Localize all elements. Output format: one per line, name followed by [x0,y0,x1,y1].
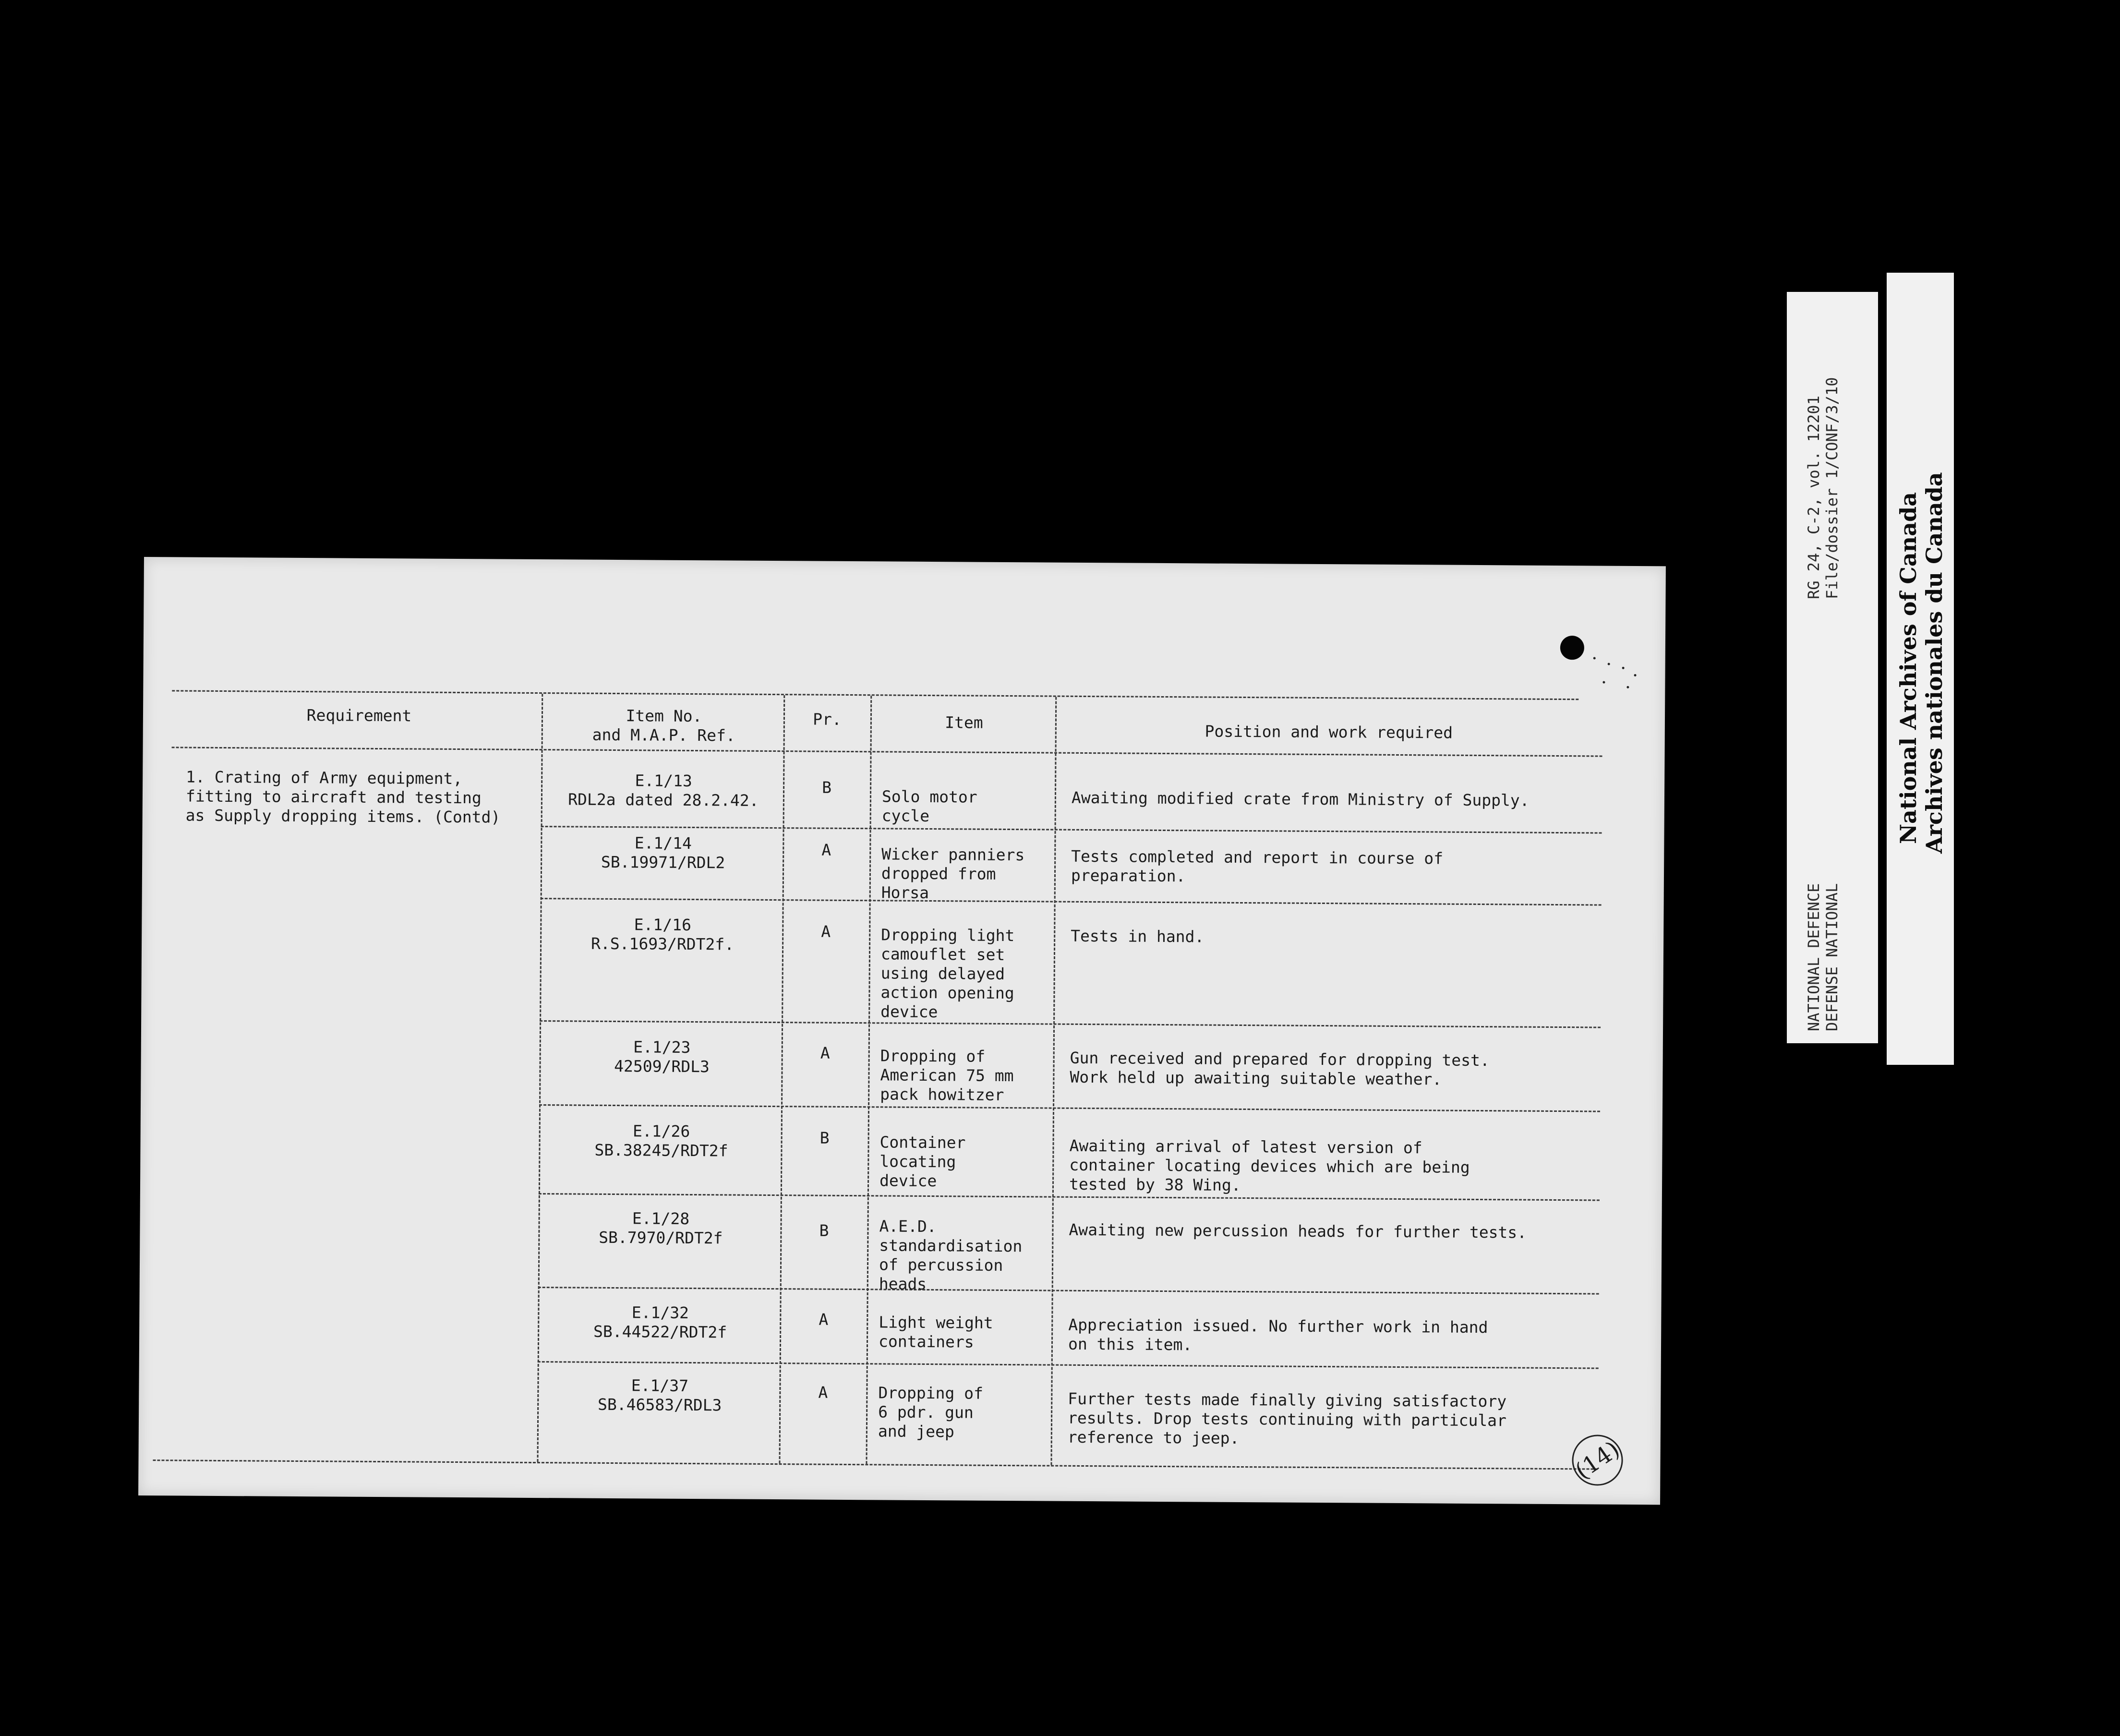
item-cell: A.E.D. standardisation of percussion heads [879,1217,1023,1293]
position-cell: Awaiting new percussion heads for further tests. [1069,1220,1527,1242]
table-top-rule [172,690,1578,700]
page-number-mark: (14) [1562,1425,1633,1495]
item-cell: Dropping of American 75 mm pack howitzer [880,1046,1014,1104]
archive-stamp-label [1887,273,1954,1065]
item-no-cell: E.1/28 SB.7970/RDT2f [599,1209,723,1248]
position-cell: Gun received and prepared for dropping test. Work held up awaiting suitable weather. [1070,1048,1490,1089]
row-rule-7 [538,1361,1599,1369]
header-item: Item [945,713,983,732]
archive-reference-line-3: NATIONAL DEFENCE [1805,883,1823,1031]
col-divider-4 [1050,697,1057,1465]
row-rule-4 [539,1104,1600,1112]
row-rule-3 [540,1020,1601,1028]
requirement-text: 1. Crating of Army equipment, fitting to aircraft and testing as Supply dropping items. (Contd) [185,767,501,827]
header-position: Position and work required [1205,722,1453,742]
position-cell: Awaiting arrival of latest version of container locating devices which are being tested by 38 Wing. [1069,1136,1470,1194]
position-cell: Tests in hand. [1071,926,1205,946]
archive-stamp-line-1: National Archives of Canada [1895,492,1921,844]
archive-reference-label [1787,292,1878,1043]
priority-cell: B [819,1221,829,1240]
row-rule-2 [541,898,1602,906]
item-cell: Wicker panniers dropped from Horsa [881,844,1025,903]
header-item-no: Item No. and M.A.P. Ref. [592,706,735,745]
item-cell: Light weight containers [878,1313,993,1351]
priority-cell: B [822,778,832,797]
position-cell: Appreciation issued. No further work in hand on this item. [1068,1315,1488,1354]
item-cell: Container locating device [879,1133,966,1191]
position-cell: Awaiting modified crate from Ministry of Supply. [1071,788,1530,810]
table-bottom-rule [153,1459,1598,1470]
item-no-cell: E.1/13 RDL2a dated 28.2.42. [568,771,759,810]
paper-specks [1588,652,1646,696]
priority-cell: A [821,840,831,859]
header-priority: Pr. [813,710,842,729]
priority-cell: B [819,1128,830,1147]
row-rule-1 [541,826,1602,834]
document-card [138,557,1666,1505]
position-cell: Tests completed and report in course of preparation. [1071,846,1444,886]
position-cell: Further tests made finally giving satisfactory results. Drop tests continuing with particular reference to jeep. [1067,1389,1507,1447]
punch-hole [1560,636,1584,660]
item-cell: Dropping light camouflet set using delayed action opening device [880,925,1015,1022]
archive-reference-line-1: RG 24, C-2, vol. 12201 [1805,396,1823,599]
priority-cell: A [820,1043,830,1062]
col-divider-2 [779,695,785,1463]
item-no-cell: E.1/23 42509/RDL3 [614,1037,710,1076]
item-cell: Solo motor cycle [881,787,977,826]
priority-cell: A [819,1310,829,1329]
header-bottom-rule [172,747,1602,757]
item-cell: Dropping of 6 pdr. gun and jeep [878,1383,984,1441]
item-no-cell: E.1/16 R.S.1693/RDT2f. [590,915,735,954]
archive-reference-line-2: File/dossier 1/CONF/3/10 [1823,377,1841,599]
item-no-cell: E.1/26 SB.38245/RDT2f [594,1121,728,1160]
header-requirement: Requirement [306,706,412,725]
item-no-cell: E.1/14 SB.19971/RDL2 [601,833,725,872]
col-divider-3 [866,696,872,1464]
priority-cell: A [821,922,831,941]
archive-stamp-line-2: Archives nationales du Canada [1921,472,1947,854]
item-no-cell: E.1/32 SB.44522/RDT2f [593,1303,727,1342]
archive-reference-line-4: DEFENSE NATIONAL [1823,883,1841,1031]
row-rule-6 [538,1287,1599,1294]
item-no-cell: E.1/37 SB.46583/RDL3 [597,1376,722,1415]
priority-cell: A [818,1383,828,1402]
